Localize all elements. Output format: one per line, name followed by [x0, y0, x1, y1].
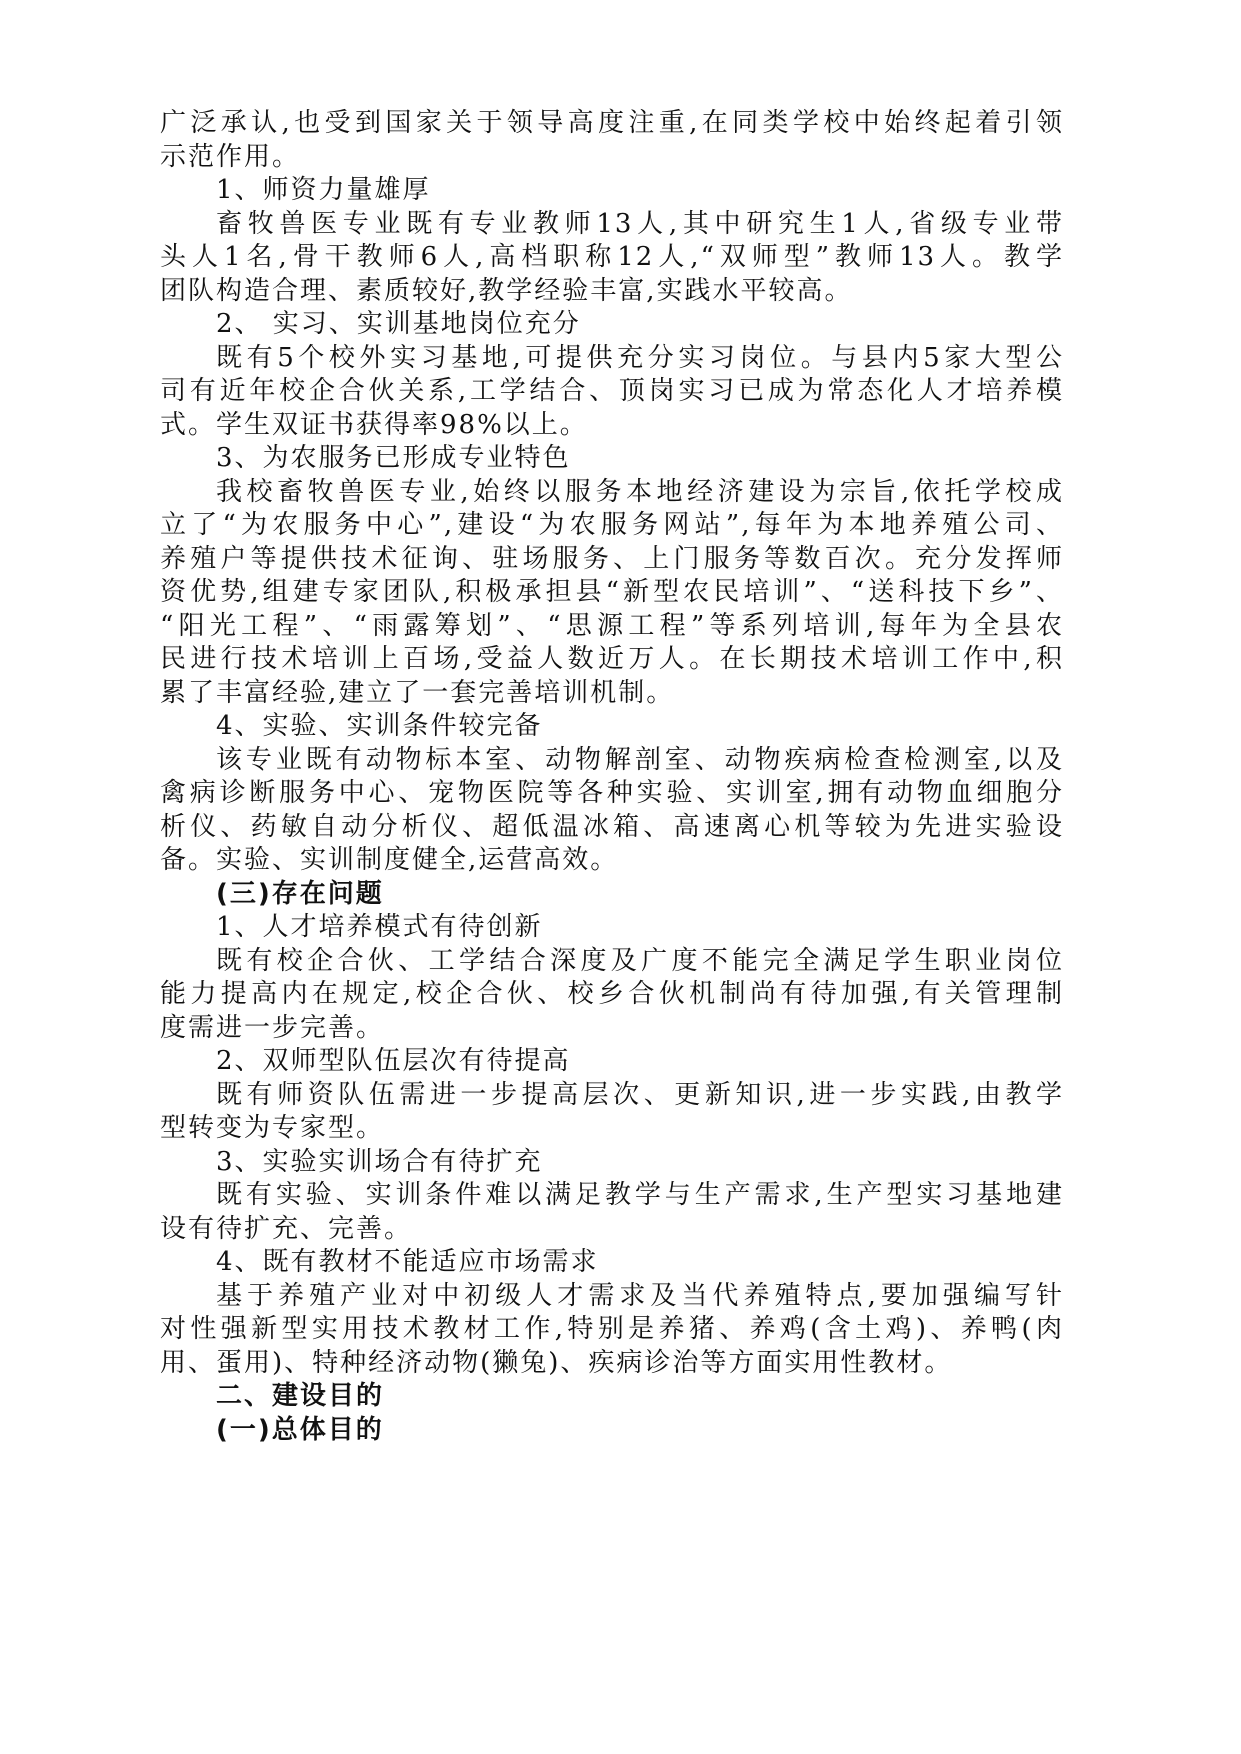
item-heading: 2、双师型队伍层次有待提高	[216, 1046, 571, 1076]
strength-item	[160, 442, 1064, 710]
paragraph-line: 设有待扩充、完善。	[160, 1213, 413, 1244]
paragraph-line: 对性强新型实用技术教材工作,特别是养猪、养鸡(含土鸡)、养鸭(肉	[160, 1314, 1064, 1344]
construction-goals-section	[160, 1380, 1064, 1447]
paragraph-line: 既有实验、实训条件难以满足教学与生产需求,生产型实习基地建	[216, 1180, 1064, 1210]
item-heading: 2、 实习、实训基地岗位充分	[216, 309, 581, 339]
paragraph-line: 能力提高内在规定,校企合伙、校乡合伙机制尚有待加强,有关管理制	[160, 979, 1064, 1009]
paragraph-line: “阳光工程”、“雨露筹划”、“思源工程”等系列培训,每年为全县农	[160, 610, 1064, 641]
strength-item	[160, 308, 1064, 442]
paragraph-line: 养殖户等提供技术征询、驻场服务、上门服务等数百次。充分发挥师	[160, 543, 1064, 574]
problem-item	[160, 1246, 1064, 1380]
intro-paragraph	[160, 107, 1064, 174]
problem-item	[160, 1045, 1064, 1146]
paragraph-line: 头人1名,骨干教师6人,高档职称12人,“双师型”教师13人。教学	[160, 242, 1064, 272]
item-heading: 4、既有教材不能适应市场需求	[216, 1247, 599, 1277]
paragraph-line: 既有师资队伍需进一步提高层次、更新知识,进一步实践,由教学	[216, 1079, 1064, 1110]
problems-section	[160, 878, 1064, 1381]
text-column	[160, 107, 1064, 1447]
paragraph-line: 畜牧兽医专业既有专业教师13人,其中研究生1人,省级专业带	[216, 208, 1064, 239]
item-heading: 1、人才培养模式有待创新	[216, 912, 543, 942]
paragraph-line: 度需进一步完善。	[160, 1012, 385, 1043]
paragraph-line: 型转变为专家型。	[160, 1113, 385, 1143]
strength-item	[160, 174, 1064, 308]
paragraph-line: 资优势,组建专家团队,积极承担县“新型农民培训”、“送科技下乡”、	[160, 577, 1064, 607]
paragraph-line: 用、蛋用)、特种经济动物(獭兔)、疾病诊治等方面实用性教材。	[160, 1347, 953, 1378]
item-heading: 3、为农服务已形成专业特色	[216, 443, 571, 473]
paragraph-line: 禽病诊断服务中心、宠物医院等各种实验、实训室,拥有动物血细胞分	[160, 778, 1064, 808]
item-heading: 1、师资力量雄厚	[216, 175, 431, 205]
paragraph-line: 备。实验、实训制度健全,运营高效。	[160, 845, 619, 875]
section-heading: (三)存在问题	[216, 878, 384, 909]
paragraph-line: 广泛承认,也受到国家关于领导高度注重,在同类学校中始终起着引领	[160, 108, 1064, 138]
strength-item	[160, 710, 1064, 878]
paragraph-line: 式。学生双证书获得率98%以上。	[160, 409, 588, 440]
paragraph-line: 既有5个校外实习基地,可提供充分实习岗位。与县内5家大型公	[216, 342, 1064, 373]
paragraph-line: 析仪、药敏自动分析仪、超低温冰箱、高速离心机等较为先进实验设	[160, 811, 1064, 842]
item-heading: 3、实验实训场合有待扩充	[216, 1146, 543, 1177]
paragraph-line: 团队构造合理、素质较好,教学经验丰富,实践水平较高。	[160, 275, 853, 306]
section-heading: 二、建设目的	[216, 1381, 385, 1411]
item-heading: 4、实验、实训条件较完备	[216, 711, 543, 741]
paragraph-line: 我校畜牧兽医专业,始终以服务本地经济建设为宗旨,依托学校成	[216, 476, 1064, 507]
paragraph-line: 示范作用。	[160, 141, 301, 172]
problem-item	[160, 911, 1064, 1045]
paragraph-line: 累了丰富经验,建立了一套完善培训机制。	[160, 677, 675, 708]
paragraph-line: 立了“为农服务中心”,建设“为农服务网站”,每年为本地养殖公司、	[160, 510, 1064, 540]
subsection-heading: (一)总体目的	[216, 1414, 384, 1445]
paragraph-line: 既有校企合伙、工学结合深度及广度不能完全满足学生职业岗位	[216, 945, 1064, 976]
paragraph-line: 该专业既有动物标本室、动物解剖室、动物疾病检查检测室,以及	[216, 744, 1064, 775]
paragraph-line: 基于养殖产业对中初级人才需求及当代养殖特点,要加强编写针	[216, 1280, 1064, 1311]
paragraph-line: 司有近年校企合伙关系,工学结合、顶岗实习已成为常态化人才培养模	[160, 376, 1064, 406]
problem-item	[160, 1146, 1064, 1247]
paragraph-line: 民进行技术培训上百场,受益人数近万人。在长期技术培训工作中,积	[160, 644, 1064, 674]
